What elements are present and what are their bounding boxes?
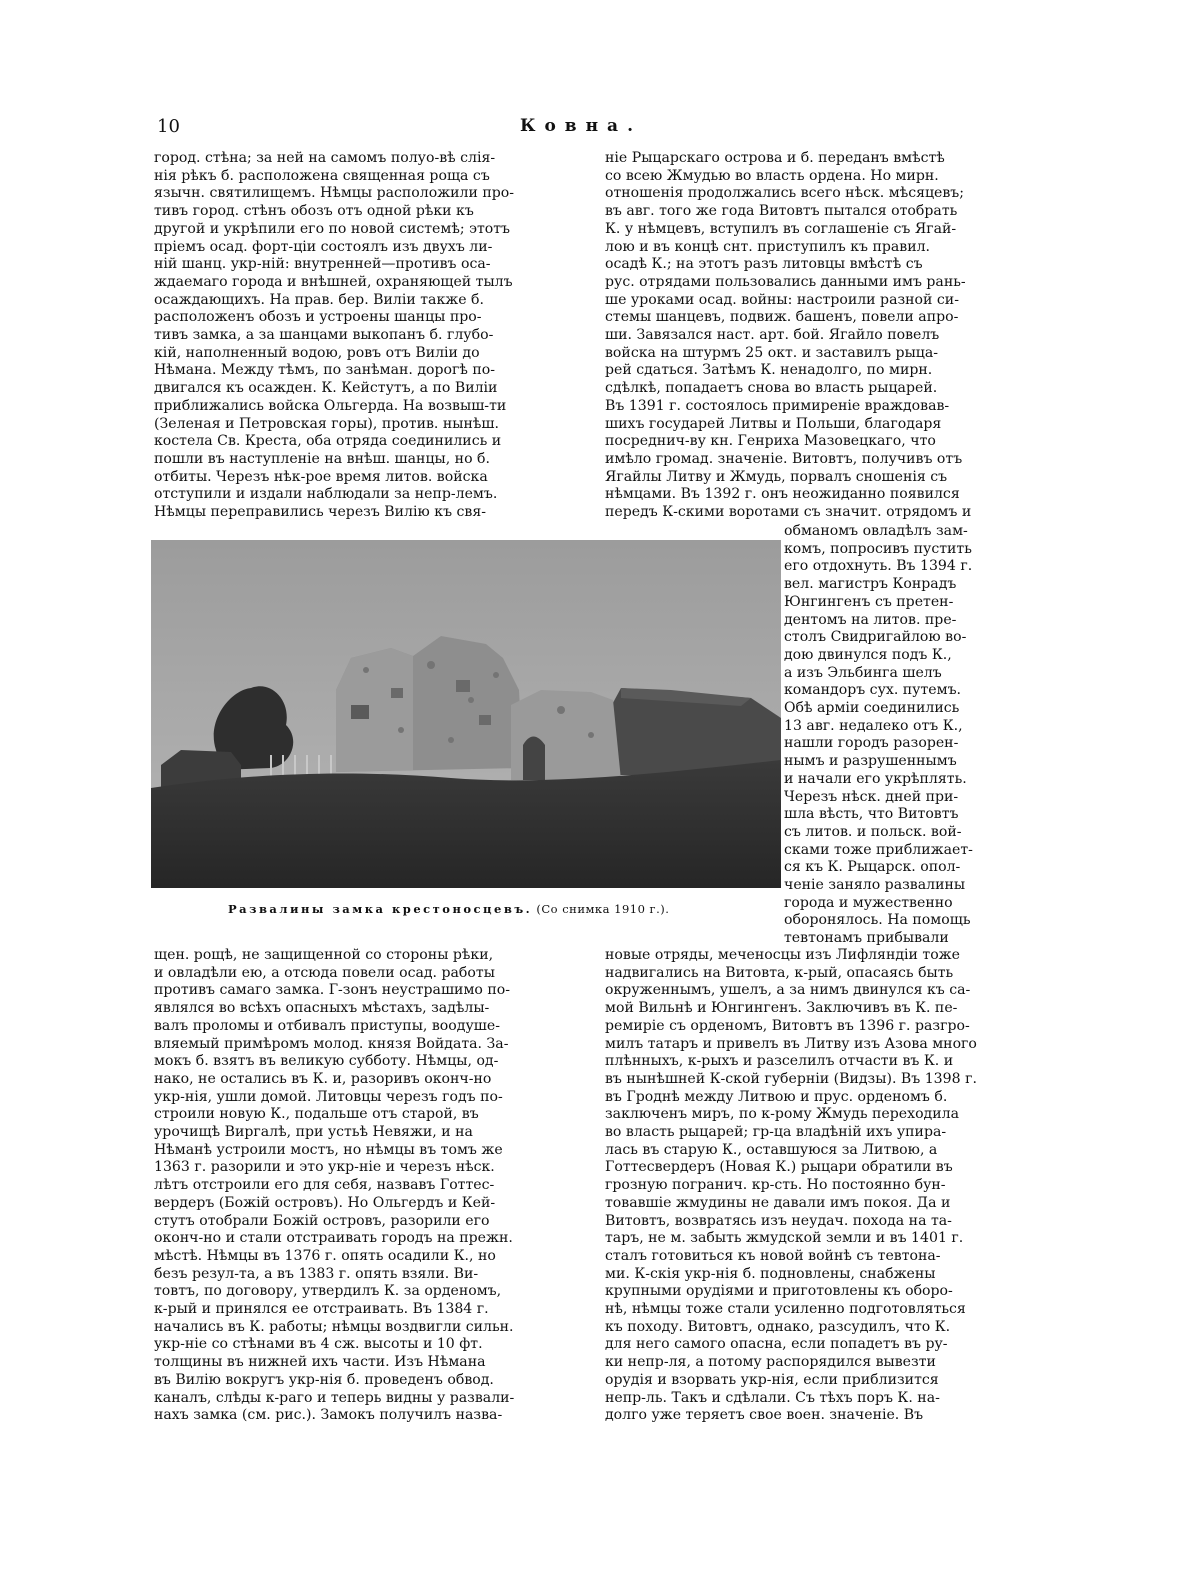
running-head: Ковна. <box>520 116 642 136</box>
text-line: другой и укрѣпили его по новой системѣ; этотъ <box>154 220 511 237</box>
text-line: командоръ сух. путемъ. <box>784 682 962 699</box>
text-line: кій, наполненный водою, ровъ отъ Виліи до <box>154 344 480 361</box>
text-line: ждаемаго города и внѣшней, охраняющей тылъ <box>154 273 513 290</box>
text-line: расположенъ обозъ и устроены шанцы про- <box>154 309 482 326</box>
text-line: (Зеленая и Петровская горы), против. нынѣш. <box>154 415 499 432</box>
text-line: орудія и взорвать укр-нія, если приблизится <box>605 1371 939 1388</box>
text-line: укр-ніе со стѣнами въ 4 сж. высоты и 10 фт. <box>154 1336 483 1353</box>
text-line: города и мужественно <box>784 894 953 911</box>
text-line: являлся во всѣхъ опасныхъ мѣстахъ, задѣлы- <box>154 1000 490 1017</box>
text-line: надвигались на Витовта, к-рый, опасаясь быть <box>605 964 954 981</box>
text-line: и начали его укрѣплять. <box>784 770 967 787</box>
text-column-left-top <box>154 150 571 522</box>
text-line: комъ, попросивъ пустить <box>784 540 972 557</box>
text-line: столъ Свидригайлою во- <box>784 629 967 646</box>
text-line: ніе Рыцарскаго острова и б. переданъ вмѣстѣ <box>605 150 945 166</box>
text-line: лѣтъ отстроили его для себя, назвавъ Готтес- <box>154 1177 495 1194</box>
text-line: пошли въ наступленіе на внѣш. шанцы, но б. <box>154 450 491 467</box>
text-column-right-bottom <box>605 947 1025 1425</box>
text-line: Въ 1391 г. состоялось примиреніе враждовав- <box>605 397 950 414</box>
text-line: урочищѣ Виргалѣ, при устьѣ Невяжи, и на <box>154 1124 473 1141</box>
text-line: Юнгингенъ съ претен- <box>784 593 954 610</box>
text-line: нымъ и разрушеннымъ <box>784 753 957 770</box>
text-line: оборонялось. На помощь <box>784 912 971 929</box>
text-line: непр-ль. Такъ и сдѣлали. Съ тѣхъ поръ К. на- <box>605 1389 940 1406</box>
text-line: ше уроками осад. войны: настроили разной си- <box>605 291 959 308</box>
text-line: двигался къ осажден. К. Кейстутъ, а по Виліи <box>154 380 498 397</box>
text-line: вердеръ (Божій островъ). Но Ольгердъ и Кей- <box>154 1194 496 1211</box>
text-line: оконч-но и стали отстраивать городъ на прежн. <box>154 1230 513 1247</box>
text-line: посреднич-ву кн. Генриха Мазовецкаго, что <box>605 433 936 450</box>
text-line: осаждающихъ. На прав. бер. Виліи также б. <box>154 291 485 308</box>
text-line: тевтонамъ прибывали <box>784 930 949 947</box>
text-line: крупными орудіями и приготовлены къ оборо- <box>605 1283 953 1300</box>
text-line: Витовтъ, возвратясь изъ неудач. похода на та- <box>605 1212 952 1229</box>
text-line: ки непр-ля, а потому распорядился вывезти <box>605 1354 936 1371</box>
text-line: товтъ, по договору, утвердилъ К. за орденомъ, <box>154 1283 502 1300</box>
text-line: его отдохнуть. Въ 1394 г. <box>784 558 973 575</box>
text-line: мокъ б. взятъ въ великую субботу. Нѣмцы, од- <box>154 1053 499 1070</box>
text-line: нако, не остались въ К. и, разоривъ оконч-но <box>154 1070 492 1087</box>
page-number: 10 <box>157 116 180 137</box>
photo-caption <box>228 902 669 916</box>
text-line: окруженнымъ, ушелъ, а за нимъ двинулся къ са- <box>605 982 971 999</box>
text-line: сталъ готовиться къ новой войнѣ съ тевтона- <box>605 1247 941 1264</box>
text-line: к-рый и принялся ее отстраивать. Въ 1384 г. <box>154 1301 489 1318</box>
text-line: товавшіе жмудины не давали имъ покоя. Да и <box>605 1194 951 1211</box>
text-line: К. у нѣмцевъ, вступилъ въ соглашеніе съ Ягай- <box>605 220 957 237</box>
text-line: нія рѣкъ б. расположена священная роща съ <box>154 167 490 184</box>
text-line: въ Вилію вокругъ укр-нія б. проведенъ обвод. <box>154 1371 494 1388</box>
text-line: таръ, не м. забыть жмудской земли и въ 1401 г. <box>605 1230 964 1247</box>
text-line: заключенъ миръ, по к-рому Жмудь переходила <box>605 1106 959 1123</box>
text-line: долго уже теряетъ свое воен. значеніе. Въ <box>605 1407 924 1424</box>
text-line: нѣмцами. Въ 1392 г. онъ неожиданно появился <box>605 486 960 503</box>
text-line: Нѣмана. Между тѣмъ, по занѣман. дорогѣ по- <box>154 362 496 379</box>
text-line: 1363 г. разорили и это укр-ніе и черезъ нѣск. <box>154 1159 495 1176</box>
text-line: плѣнныхъ, к-рыхъ и разселилъ отчасти въ К. и <box>605 1053 954 1070</box>
text-line: нѣ, нѣмцы тоже стали усиленно подготовляться <box>605 1301 966 1318</box>
text-line: рус. отрядами пользовались данными имъ рань- <box>605 273 966 290</box>
text-line: ній шанц. укр-ній: внутренней—противъ оса- <box>154 256 491 273</box>
text-line: тивъ город. стѣнъ обозъ отъ одной рѣки къ <box>154 203 474 220</box>
text-line: Нѣмцы переправились черезъ Вилію къ свя- <box>154 504 487 521</box>
text-line: Черезъ нѣск. дней при- <box>784 788 959 805</box>
text-line: лась въ старую К., оставшуюся за Литвою, а <box>605 1141 938 1158</box>
text-line: имѣло громад. значеніе. Витовтъ, получивъ отъ <box>605 450 963 467</box>
text-line: войска на штурмъ 25 окт. и заставилъ рыца- <box>605 344 939 361</box>
text-line: толщины въ нижней ихъ части. Изъ Нѣмана <box>154 1354 486 1371</box>
text-line: къ походу. Витовтъ, однако, разсудилъ, что К. <box>605 1318 951 1335</box>
text-line: въ Гроднѣ между Литвою и прус. орденомъ б. <box>605 1088 948 1105</box>
text-line: каналъ, слѣды к-раго и теперь видны у развали- <box>154 1389 515 1406</box>
text-line: дою двинулся подъ К., <box>784 646 952 663</box>
text-line: вляемый примѣромъ молод. князя Войдата. За- <box>154 1035 509 1052</box>
text-line: Ягайлы Литву и Жмудь, порвалъ сношенія съ <box>605 468 948 485</box>
text-line: ми. К-скія укр-нія б. подновлены, снабжены <box>605 1265 936 1282</box>
text-line: сдѣлкѣ, попадаетъ снова во власть рыцарей. <box>605 380 938 397</box>
text-column-left-bottom <box>154 947 571 1425</box>
text-line: передъ К-скими воротами съ значит. отрядомъ и <box>605 504 972 521</box>
text-line: мѣстѣ. Нѣмцы въ 1376 г. опять осадили К., но <box>154 1247 496 1264</box>
text-line: ши. Завязался наст. арт. бой. Ягайло повелъ <box>605 327 940 344</box>
text-line: дентомъ на литов. пре- <box>784 611 957 628</box>
caption-note: (Со снимка 1910 г.). <box>536 902 670 916</box>
text-line: противъ самаго замка. Г-зонъ неустрашимо по- <box>154 982 511 999</box>
text-line: тивъ замка, а за шанцами выкопанъ б. глубо- <box>154 327 494 344</box>
text-line: отношенія продолжались всего нѣск. мѣсяцевъ; <box>605 185 965 202</box>
text-line: нашли городъ разорен- <box>784 735 959 752</box>
text-line: во власть рыцарей; гр-ца владѣній ихъ упира- <box>605 1124 947 1141</box>
text-line: новые отряды, меченосцы изъ Лифляндіи тоже <box>605 947 960 963</box>
text-line: вел. магистръ Конрадъ <box>784 576 957 593</box>
text-line: язычн. святилищемъ. Нѣмцы расположили про- <box>154 185 515 202</box>
text-line: грозную погранич. кр-сть. Но постоянно бун- <box>605 1177 946 1194</box>
text-line: сками тоже приближает- <box>784 841 973 858</box>
text-line: шла вѣсть, что Витовтъ <box>784 806 959 823</box>
text-line: начались въ К. работы; нѣмцы воздвигли сильн. <box>154 1318 514 1335</box>
text-line: приближались войска Ольгерда. На возвыш-ти <box>154 397 507 414</box>
castle-ruins-photo <box>151 540 781 888</box>
text-line: ся къ К. Рыцарск. опол- <box>784 859 961 876</box>
text-line: ченіе заняло развалины <box>784 877 966 894</box>
text-line: Нѣманѣ устроили мостъ, но нѣмцы въ томъ же <box>154 1141 503 1158</box>
text-line: ремиріе съ орденомъ, Витовтъ въ 1396 г. разгро- <box>605 1017 970 1034</box>
text-line: пріемъ осад. форт-ціи состоялъ изъ двухъ ли- <box>154 238 493 255</box>
text-line: нахъ замка (см. рис.). Замокъ получилъ назва- <box>154 1407 503 1424</box>
text-line: укр-нія, ушли домой. Литовцы черезъ годъ по- <box>154 1088 503 1105</box>
text-line: щен. рощѣ, не защищенной со стороны рѣки, <box>154 947 494 963</box>
text-line: лою и въ концѣ снт. приступилъ къ правил. <box>605 238 931 255</box>
text-line: въ авг. того же года Витовтъ пытался отобрать <box>605 203 958 220</box>
text-line: въ нынѣшней К-ской губерніи (Видзы). Въ 1398 г. <box>605 1070 977 1087</box>
text-line: валъ проломы и отбивалъ приступы, воодуше- <box>154 1017 500 1034</box>
text-line: милъ татаръ и привелъ въ Литву изъ Азова много <box>605 1035 977 1052</box>
text-line: стутъ отобрали Божій островъ, разорили его <box>154 1212 490 1229</box>
text-line: костела Св. Креста, оба отряда соединились и <box>154 433 502 450</box>
text-line: стемы шанцевъ, подвиж. башенъ, повели апро- <box>605 309 959 326</box>
text-line: обманомъ овладѣлъ зам- <box>784 523 968 539</box>
text-column-right-top <box>605 150 1025 522</box>
text-line: строили новую К., подальше отъ старой, въ <box>154 1106 479 1123</box>
text-line: осадѣ К.; на этотъ разъ литовцы вмѣстѣ съ <box>605 256 923 273</box>
text-line: для него самого опасна, если попадетъ въ ру- <box>605 1336 948 1353</box>
text-line: а изъ Эльбинга шелъ <box>784 664 942 681</box>
text-line: Обѣ арміи соединились <box>784 700 960 717</box>
text-line: отступили и издали наблюдали за непр-лемъ. <box>154 486 498 503</box>
text-line: город. стѣна; за ней на самомъ полуо-вѣ слія- <box>154 150 496 166</box>
text-line: шихъ государей Литвы и Польши, благодаря <box>605 415 942 432</box>
text-line: безъ резул-та, а въ 1383 г. опять взяли. Ви- <box>154 1265 479 1282</box>
text-line: Готтесвердеръ (Новая К.) рыцари обратили въ <box>605 1159 953 1176</box>
text-line: 13 авг. недалеко отъ К., <box>784 717 963 734</box>
text-line: и овладѣли ею, а отсюда повели осад. работы <box>154 964 495 981</box>
text-line: съ литов. и польск. вой- <box>784 823 962 840</box>
caption-title: Развалины замка крестоносцевъ. <box>228 902 533 916</box>
text-line: рей сдаться. Затѣмъ К. ненадолго, по мирн. <box>605 362 933 379</box>
text-column-side <box>784 523 1025 948</box>
text-line: мой Вильнѣ и Юнгингенъ. Заключивъ въ К. пе- <box>605 1000 958 1017</box>
text-line: со всею Жмудью во власть ордена. Но мирн. <box>605 167 939 184</box>
text-line: отбиты. Черезъ нѣк-рое время литов. войска <box>154 468 488 485</box>
